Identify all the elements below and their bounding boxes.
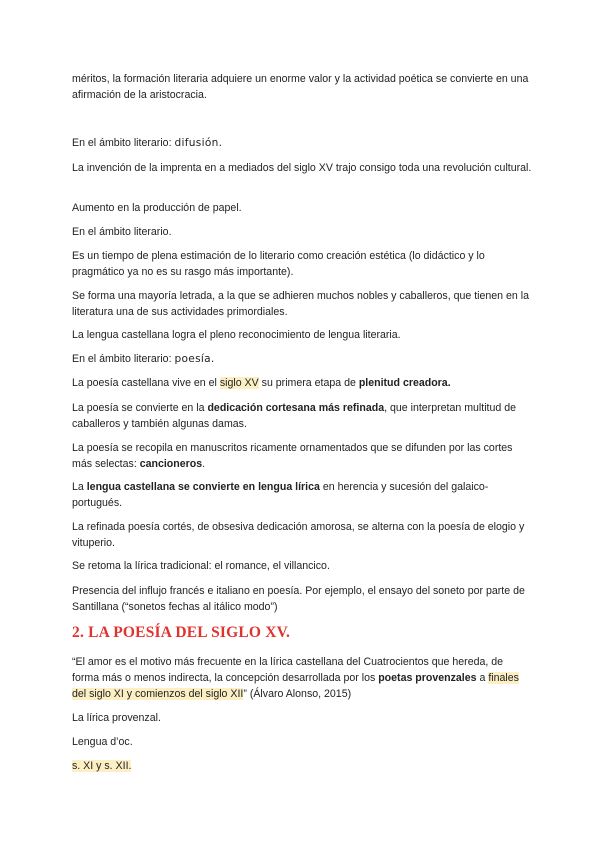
highlight-finales-siglo: finales del siglo XI y comienzos del siglo XII xyxy=(72,672,519,700)
paragraph-cancioneros: La poesía se recopila en manuscritos ricamente ornamentados que se difunden por las cortes más selectas: cancioneros. xyxy=(72,442,513,470)
paragraph-lirica-tradicional: Se retoma la lírica tradicional: el romance, el villancico. xyxy=(72,560,330,572)
paragraph-influjo: Presencia del influjo francés e italiano en poesía. Por ejemplo, el ensayo del soneto por parte de Santillana (“sonetos fechas al itálico modo”) xyxy=(72,585,525,613)
section-heading: 2. LA POESÍA DEL SIGLO XV. xyxy=(72,624,291,641)
paragraph-mayoria-letrada: Se forma una mayoría letrada, a la que se adhieren muchos nobles y caballeros, que tienen en la literatura una de sus actividades primordiales. xyxy=(72,290,529,318)
paragraph-papel: Aumento en la producción de papel. xyxy=(72,202,242,214)
paragraph-estimacion: Es un tiempo de plena estimación de lo literario como creación estética (lo didáctico y lo pragmático ya no es su rasgo más importante). xyxy=(72,250,485,278)
paragraph-lengua-castellana: La lengua castellana logra el pleno reconocimiento de lengua literaria. xyxy=(72,329,401,341)
paragraph-siglos xyxy=(72,758,532,774)
paragraph-lengua-oc: Lengua d’oc. xyxy=(72,736,133,748)
paragraph-lengua-lirica: La lengua castellana se convierte en lengua lírica en herencia y sucesión del galaico-portugués. xyxy=(72,481,489,509)
highlight-siglos: s. XI y s. XII. xyxy=(72,760,132,772)
paragraph-poesia-castellana: La poesía castellana vive en el siglo XV su primera etapa de plenitud creadora. xyxy=(72,377,451,389)
paragraph-meritos: méritos, la formación literaria adquiere un enorme valor y la actividad poética se convierte en una afirmación de la aristocracia. xyxy=(72,73,529,101)
paragraph-dedicacion-cortesana: La poesía se convierte en la dedicación cortesana más refinada, que interpretan multitud de caballeros y también algunas damas. xyxy=(72,402,517,430)
paragraph-imprenta: La invención de la imprenta en a mediados del siglo XV trajo consigo toda una revolución cultural. xyxy=(72,162,532,174)
paragraph-lirica-provenzal: La lírica provenzal. xyxy=(72,712,161,724)
paragraph-ambito-poesia: En el ámbito literario: poesía. xyxy=(72,353,215,365)
highlight-siglo-xv: siglo XV xyxy=(219,377,259,389)
paragraph-quote-alonso: “El amor es el motivo más frecuente en la lírica castellana del Cuatrocientos que hereda, de forma más o menos indirecta, la concepción desarrollada por los poetas provenzales a finales del siglo XI y comienzos del siglo XII” (Álvaro Alonso, 2015) xyxy=(72,656,519,700)
paragraph-ambito-difusion: En el ámbito literario: difusión. xyxy=(72,137,223,149)
paragraph-poesia-cortes: La refinada poesía cortés, de obsesiva dedicación amorosa, se alterna con la poesía de elogio y vituperio. xyxy=(72,521,525,549)
paragraph-ambito-literario: En el ámbito literario. xyxy=(72,226,172,238)
